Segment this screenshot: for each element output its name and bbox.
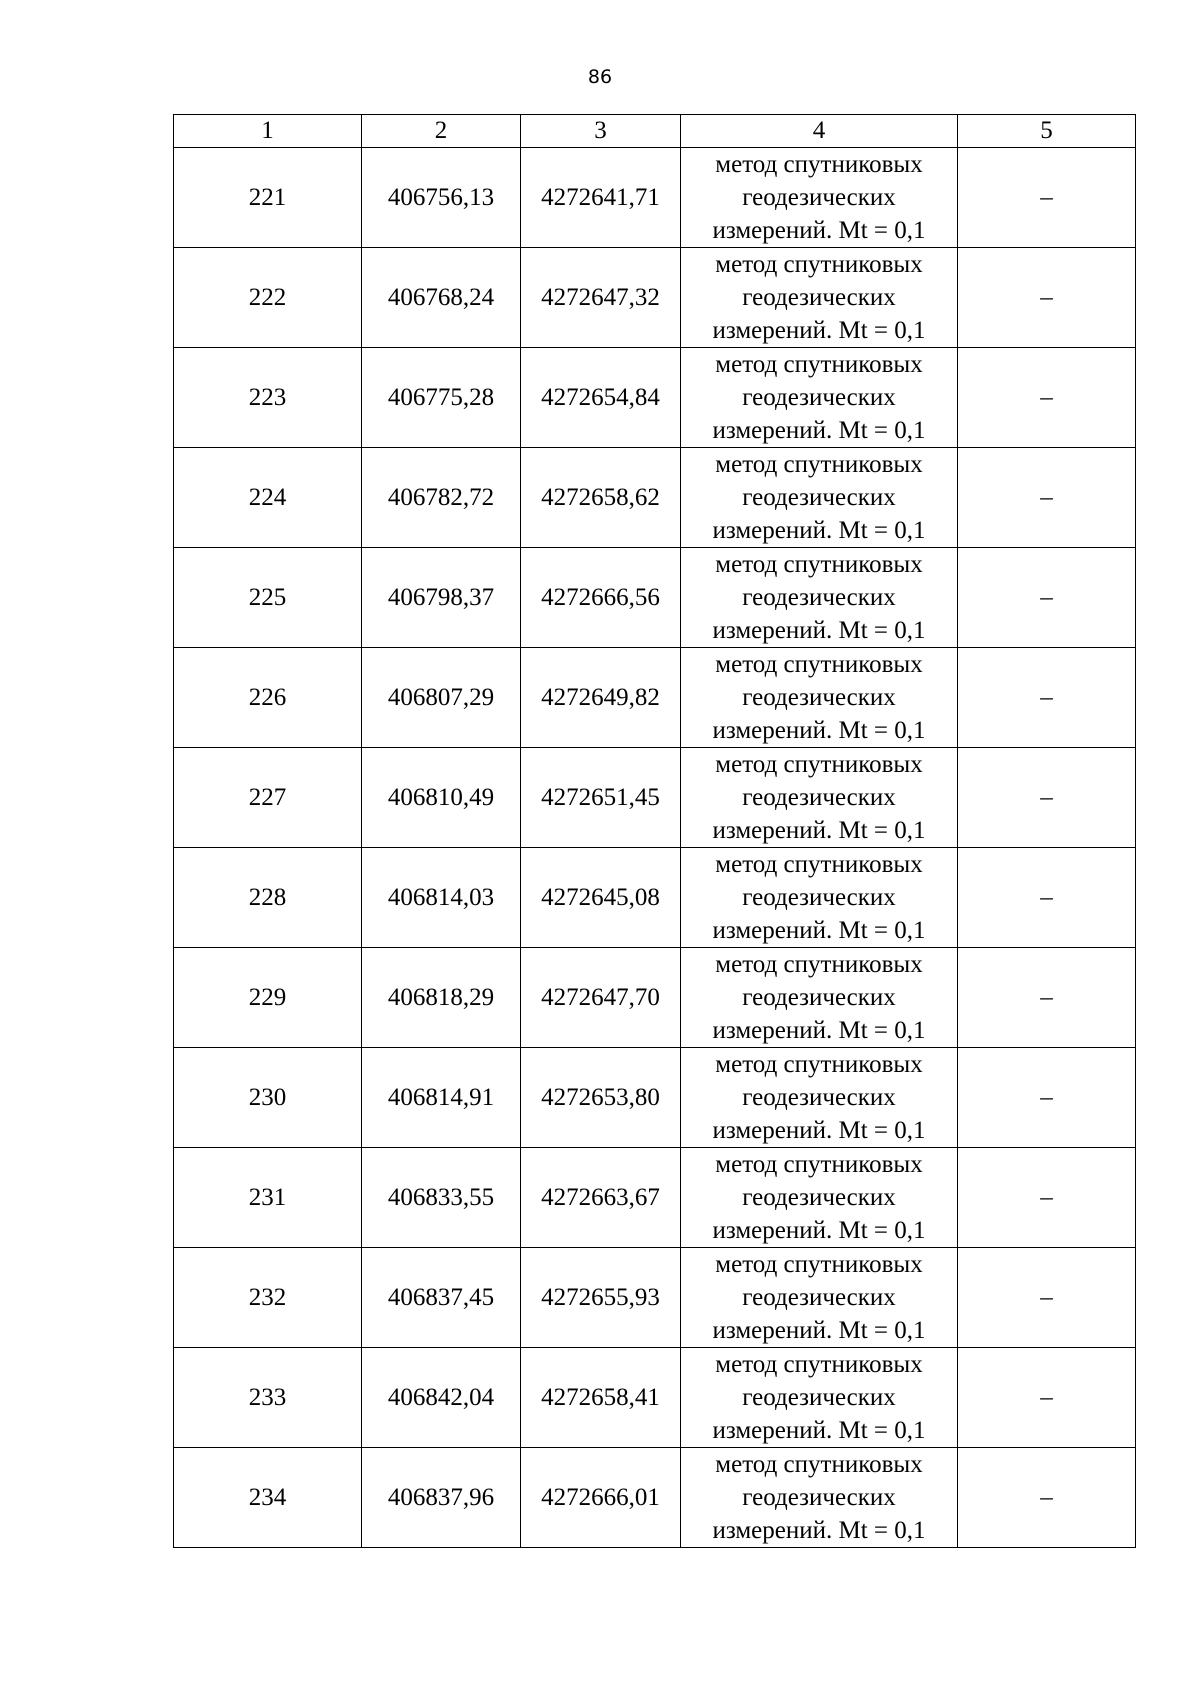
method-line: измерений. Mt = 0,1 (712, 517, 926, 544)
point-number-cell: 232 (174, 1248, 362, 1348)
method-cell (681, 1448, 958, 1548)
table-body (174, 148, 1136, 1548)
y-coordinate-cell: 4272649,82 (521, 648, 681, 748)
method-cell (681, 1048, 958, 1148)
point-number-cell: 230 (174, 1048, 362, 1148)
point-number-cell: 229 (174, 948, 362, 1048)
method-line: метод спутниковых (715, 751, 923, 778)
method-cell (681, 248, 958, 348)
x-coordinate-cell: 406814,03 (362, 848, 521, 948)
point-number-cell: 221 (174, 148, 362, 248)
table-row (174, 248, 1136, 348)
note-cell: – (958, 648, 1136, 748)
point-number-cell: 227 (174, 748, 362, 848)
x-coordinate-cell: 406768,24 (362, 248, 521, 348)
y-coordinate-cell: 4272663,67 (521, 1148, 681, 1248)
method-line: метод спутниковых (715, 351, 923, 378)
table-row (174, 748, 1136, 848)
method-line: измерений. Mt = 0,1 (712, 817, 926, 844)
method-line: геодезических (742, 784, 896, 811)
method-line: геодезических (742, 1084, 896, 1111)
point-number-cell: 234 (174, 1448, 362, 1548)
method-line: метод спутниковых (715, 451, 923, 478)
x-coordinate-cell: 406837,45 (362, 1248, 521, 1348)
page-number: 86 (587, 66, 613, 88)
header-col-4: 4 (681, 115, 958, 148)
method-line: метод спутниковых (715, 951, 923, 978)
table-row (174, 148, 1136, 248)
y-coordinate-cell: 4272654,84 (521, 348, 681, 448)
x-coordinate-cell: 406807,29 (362, 648, 521, 748)
note-cell: – (958, 1348, 1136, 1448)
header-col-2: 2 (362, 115, 521, 148)
x-coordinate-cell: 406837,96 (362, 1448, 521, 1548)
method-line: геодезических (742, 584, 896, 611)
method-line: метод спутниковых (715, 151, 923, 178)
point-number-cell: 222 (174, 248, 362, 348)
method-line: измерений. Mt = 0,1 (712, 917, 926, 944)
x-coordinate-cell: 406833,55 (362, 1148, 521, 1248)
note-cell: – (958, 1448, 1136, 1548)
header-col-3: 3 (521, 115, 681, 148)
note-cell: – (958, 148, 1136, 248)
y-coordinate-cell: 4272647,70 (521, 948, 681, 1048)
point-number-cell: 231 (174, 1148, 362, 1248)
method-cell (681, 548, 958, 648)
x-coordinate-cell: 406810,49 (362, 748, 521, 848)
method-line: метод спутниковых (715, 851, 923, 878)
note-cell: – (958, 948, 1136, 1048)
note-cell: – (958, 748, 1136, 848)
y-coordinate-cell: 4272666,01 (521, 1448, 681, 1548)
table-row (174, 1448, 1136, 1548)
point-number-cell: 223 (174, 348, 362, 448)
y-coordinate-cell: 4272641,71 (521, 148, 681, 248)
method-line: геодезических (742, 1184, 896, 1211)
point-number-cell: 224 (174, 448, 362, 548)
y-coordinate-cell: 4272666,56 (521, 548, 681, 648)
method-line: геодезических (742, 1284, 896, 1311)
method-line: измерений. Mt = 0,1 (712, 1017, 926, 1044)
coordinates-table (173, 114, 1136, 1548)
method-cell (681, 1348, 958, 1448)
method-line: метод спутниковых (715, 551, 923, 578)
method-line: измерений. Mt = 0,1 (712, 1417, 926, 1444)
method-line: измерений. Mt = 0,1 (712, 1217, 926, 1244)
x-coordinate-cell: 406775,28 (362, 348, 521, 448)
method-cell (681, 348, 958, 448)
y-coordinate-cell: 4272655,93 (521, 1248, 681, 1348)
note-cell: – (958, 548, 1136, 648)
note-cell: – (958, 1248, 1136, 1348)
x-coordinate-cell: 406782,72 (362, 448, 521, 548)
method-cell (681, 148, 958, 248)
method-line: измерений. Mt = 0,1 (712, 317, 926, 344)
method-line: измерений. Mt = 0,1 (712, 617, 926, 644)
note-cell: – (958, 448, 1136, 548)
method-line: метод спутниковых (715, 651, 923, 678)
table-row (174, 848, 1136, 948)
table-header (174, 115, 1136, 148)
method-cell (681, 848, 958, 948)
method-cell (681, 448, 958, 548)
table-row (174, 348, 1136, 448)
method-line: метод спутниковых (715, 1451, 923, 1478)
method-line: метод спутниковых (715, 1151, 923, 1178)
method-line: измерений. Mt = 0,1 (712, 1317, 926, 1344)
method-line: геодезических (742, 1484, 896, 1511)
y-coordinate-cell: 4272658,41 (521, 1348, 681, 1448)
method-line: измерений. Mt = 0,1 (712, 1517, 926, 1544)
point-number-cell: 233 (174, 1348, 362, 1448)
point-number-cell: 226 (174, 648, 362, 748)
table-row (174, 448, 1136, 548)
method-line: геодезических (742, 884, 896, 911)
note-cell: – (958, 348, 1136, 448)
table-row (174, 548, 1136, 648)
method-line: геодезических (742, 1384, 896, 1411)
method-cell (681, 1248, 958, 1348)
y-coordinate-cell: 4272658,62 (521, 448, 681, 548)
y-coordinate-cell: 4272653,80 (521, 1048, 681, 1148)
table-row (174, 1248, 1136, 1348)
note-cell: – (958, 248, 1136, 348)
method-line: измерений. Mt = 0,1 (712, 717, 926, 744)
method-line: геодезических (742, 684, 896, 711)
method-line: метод спутниковых (715, 1351, 923, 1378)
x-coordinate-cell: 406842,04 (362, 1348, 521, 1448)
header-row (174, 115, 1136, 148)
method-cell (681, 1148, 958, 1248)
point-number-cell: 228 (174, 848, 362, 948)
method-line: геодезических (742, 384, 896, 411)
method-cell (681, 748, 958, 848)
method-line: геодезических (742, 284, 896, 311)
y-coordinate-cell: 4272647,32 (521, 248, 681, 348)
x-coordinate-cell: 406756,13 (362, 148, 521, 248)
method-line: метод спутниковых (715, 1051, 923, 1078)
method-line: измерений. Mt = 0,1 (712, 417, 926, 444)
method-line: геодезических (742, 984, 896, 1011)
method-line: измерений. Mt = 0,1 (712, 217, 926, 244)
note-cell: – (958, 848, 1136, 948)
table-row (174, 1048, 1136, 1148)
note-cell: – (958, 1148, 1136, 1248)
x-coordinate-cell: 406814,91 (362, 1048, 521, 1148)
x-coordinate-cell: 406798,37 (362, 548, 521, 648)
method-cell (681, 648, 958, 748)
method-cell (681, 948, 958, 1048)
method-line: геодезических (742, 484, 896, 511)
y-coordinate-cell: 4272645,08 (521, 848, 681, 948)
x-coordinate-cell: 406818,29 (362, 948, 521, 1048)
method-line: геодезических (742, 184, 896, 211)
method-line: метод спутниковых (715, 251, 923, 278)
note-cell: – (958, 1048, 1136, 1148)
y-coordinate-cell: 4272651,45 (521, 748, 681, 848)
header-col-5: 5 (958, 115, 1136, 148)
method-line: метод спутниковых (715, 1251, 923, 1278)
header-col-1: 1 (174, 115, 362, 148)
table-row (174, 1148, 1136, 1248)
method-line: измерений. Mt = 0,1 (712, 1117, 926, 1144)
table-row (174, 948, 1136, 1048)
table-row (174, 648, 1136, 748)
point-number-cell: 225 (174, 548, 362, 648)
table-row (174, 1348, 1136, 1448)
